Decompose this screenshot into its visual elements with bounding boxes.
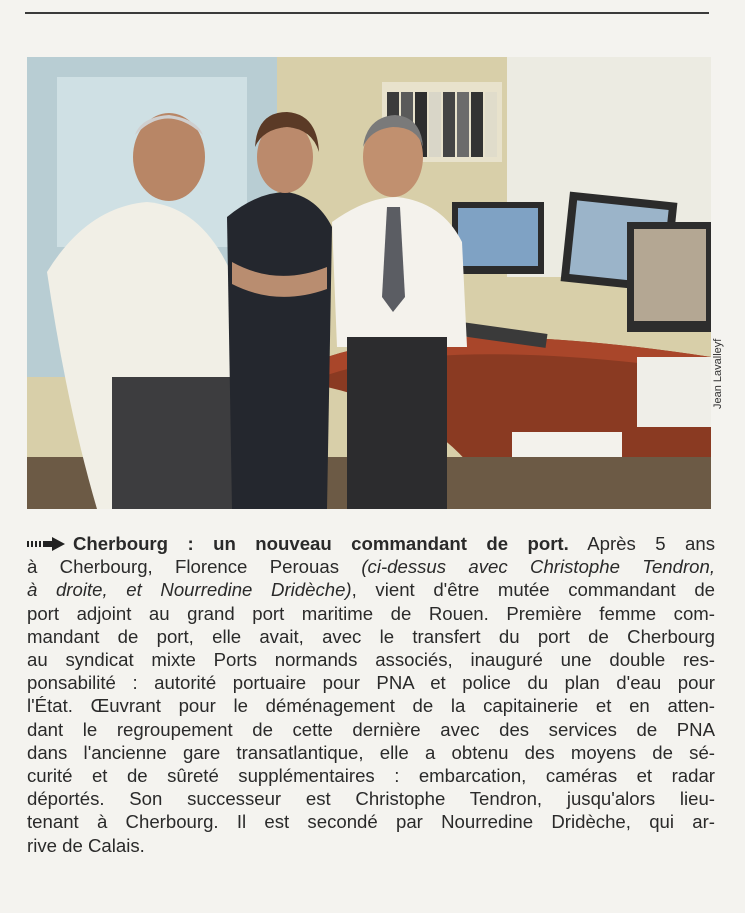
article-line-9: dant le regroupement de cette dernière avec des services de PNA xyxy=(27,718,715,740)
article-line-10: dans l'ancienne gare transatlantique, elle a obtenu des moyens de sé- xyxy=(27,741,715,763)
article-headline: Cherbourg : un nouveau commandant de port. xyxy=(73,533,569,554)
article-line-13: tenant à Cherbourg. Il est secondé par Nourredine Dridèche, qui ar- xyxy=(27,811,715,833)
photo-credit: Jean Lavalleyf xyxy=(712,338,724,409)
article-body xyxy=(27,532,715,857)
article-line-8: l'État. Œuvrant pour le déménagement de la capitainerie et en atten- xyxy=(27,695,715,717)
article-line-7: ponsabilité : autorité portuaire pour PNA et police du plan d'eau pour xyxy=(27,672,715,694)
article-line-5: mandant de port, elle avait, avec le transfert du port de Cherbourg xyxy=(27,625,715,647)
article-line-6: au syndicat mixte Ports normands associés, inauguré une double res- xyxy=(27,649,715,671)
article-line-14: rive de Calais. xyxy=(27,834,145,856)
article-line-4: port adjoint au grand port maritime de Rouen. Première femme com- xyxy=(27,602,715,624)
article-line-3: à droite, et Nourredine Dridèche), vient d'être mutée commandant de xyxy=(27,579,715,601)
article-line-2: à Cherbourg, Florence Perouas (ci-dessus avec Christophe Tendron, xyxy=(27,556,716,578)
top-rule xyxy=(25,12,709,14)
article-line-1: Cherbourg : un nouveau commandant de port. Après 5 ans xyxy=(27,532,715,555)
arrow-icon xyxy=(27,537,65,551)
article-photo xyxy=(27,57,711,509)
article-line-11: curité et de sûreté supplémentaires : embarcation, caméras et radar xyxy=(27,765,715,787)
article-line-12: déportés. Son successeur est Christophe Tendron, jusqu'alors lieu- xyxy=(27,788,715,810)
